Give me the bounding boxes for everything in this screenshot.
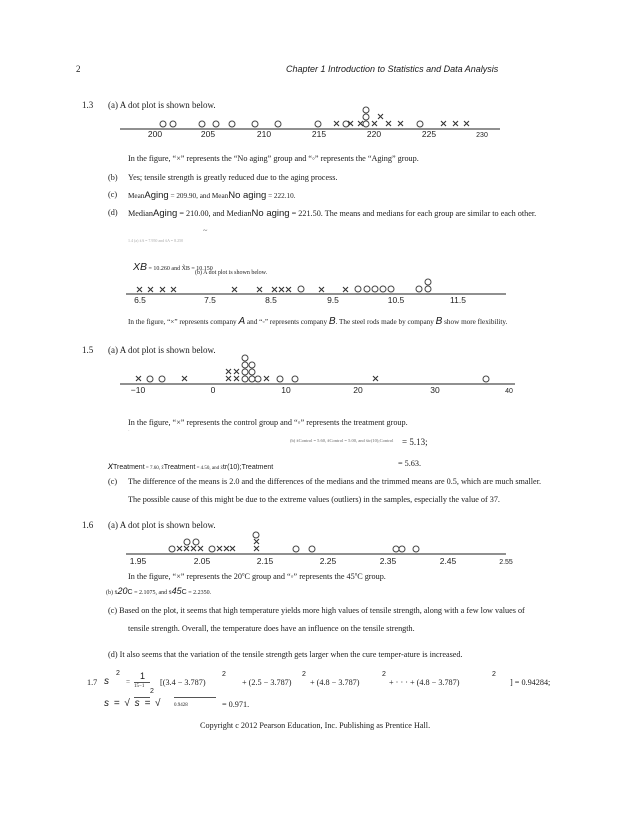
part-d-text: MedianAging = 210.00, and MedianNo aging = 221.50. The means and medians for each group are similar to each other.: [128, 208, 537, 219]
x-marker: [184, 546, 189, 551]
part-a-heading: (a) A dot plot is shown below.: [108, 520, 216, 530]
x-marker: [137, 287, 142, 292]
dot-marker: [249, 369, 255, 375]
fraction-denominator: 15−1: [134, 684, 145, 689]
dot-marker: [399, 546, 405, 552]
x-marker: [148, 287, 153, 292]
problem-number: 1.6: [82, 520, 94, 530]
part-b-text: Yes; tensile strength is greatly reduced due to the aging process.: [128, 173, 338, 182]
x-marker: [254, 546, 259, 551]
x-marker: [279, 287, 284, 292]
faint-line: -: [128, 428, 130, 433]
dot-marker: [249, 376, 255, 382]
figure-caption: In the figure, “×” represents the 20$^o$C group and “◦” represents the 45$^o$C group.: [128, 572, 386, 581]
x-marker: [171, 287, 176, 292]
axis-tick-label: 2.35: [379, 556, 397, 566]
figure-caption: In the figure, “×” represents company A and “◦” represents company B. The steel rods made by company B show more flexibility.: [128, 316, 508, 327]
figure-caption: In the figure, “×” represents the control group and “◦” represents the treatment group.: [128, 418, 408, 427]
x-marker: [217, 546, 222, 551]
dot-marker: [147, 376, 153, 382]
dot-marker: [363, 107, 369, 113]
axis-tick-label: 7.5: [204, 295, 216, 305]
dot-marker: [292, 376, 298, 382]
part-c-line1: The difference of the means is 2.0 and the differences of the medians and the trimmed means are 0.5, which are much smaller.: [128, 477, 542, 486]
plot-markers: [137, 279, 431, 292]
axis-tick-label: 11.5: [450, 295, 466, 305]
variance-result: ] = 0.94284;: [510, 678, 551, 687]
dot-marker: [277, 376, 283, 382]
axis-tick-label: 2.25: [319, 556, 337, 566]
axis-tick-label: 210: [256, 129, 272, 139]
std-dev-result: = 0.971.: [222, 700, 250, 709]
x-marker: [453, 121, 458, 126]
x-marker: [272, 287, 277, 292]
axis-tick-label: 225: [421, 129, 437, 139]
part-a-heading: (a) A dot plot is shown below.: [108, 345, 216, 355]
sum-term: + · · · + (4.8 − 3.787): [389, 678, 460, 687]
dot-marker: [425, 279, 431, 285]
x-marker: [230, 546, 235, 551]
x-marker: [198, 546, 203, 551]
x-marker: [257, 287, 262, 292]
axis-tick-label: 40: [505, 388, 513, 395]
part-b-heading: (b) A dot plot is shown below.: [195, 270, 268, 276]
part-label: (d): [108, 208, 118, 217]
treatment-trimmed-mean: = 5.63.: [398, 459, 422, 468]
part-label: (c): [108, 477, 118, 486]
part-label: (c): [108, 190, 118, 199]
x-marker: [232, 287, 237, 292]
dot-marker: [298, 286, 304, 292]
x-marker: [177, 546, 182, 551]
superscript: 2: [302, 671, 306, 678]
dot-plot-1-3: [120, 104, 500, 138]
x-marker: [319, 287, 324, 292]
part-c-text: MeanAging = 209.90, and MeanNo aging = 222.10.: [128, 190, 296, 201]
axis-tick-label: 8.5: [265, 295, 277, 305]
x-marker: [264, 376, 269, 381]
dot-marker: [413, 546, 419, 552]
dot-marker: [364, 286, 370, 292]
x-marker: [441, 121, 446, 126]
dot-marker: [388, 286, 394, 292]
treatment-stats: xTreatment = 7.60, x̃Treatment = 4.50, and x̄tr(10);Treatment: [108, 461, 274, 472]
axis-tick-label: 1.95: [129, 556, 147, 566]
radicand: 0.9428: [174, 703, 188, 708]
x-marker: [286, 287, 291, 292]
dot-marker: [363, 114, 369, 120]
dot-marker: [483, 376, 489, 382]
dot-marker: [255, 376, 261, 382]
dot-plot-1-6: [126, 531, 513, 567]
fraction-bar: [134, 682, 150, 683]
x-marker: [372, 121, 377, 126]
plot-markers: [160, 107, 469, 127]
plot-markers: [169, 532, 419, 552]
dot-marker: [193, 539, 199, 545]
axis-tick-label: 20: [353, 385, 363, 395]
x-marker: [136, 376, 141, 381]
dot-marker: [363, 121, 369, 127]
dot-marker: [425, 286, 431, 292]
x-marker: [226, 376, 231, 381]
dot-marker: [169, 546, 175, 552]
faint-line: 1.4 (a) x̄A = 7.950 and x̃A = 8.250: [128, 238, 184, 243]
dot-marker: [275, 121, 281, 127]
axis-tick-label: 0: [210, 385, 216, 395]
superscript: 2: [150, 688, 154, 695]
axis-tick-label: 215: [311, 129, 327, 139]
x-marker: [182, 376, 187, 381]
page-number: 2: [76, 64, 81, 74]
sum-term: + (2.5 − 3.787): [242, 678, 292, 687]
axis-tick-label: 230: [476, 132, 488, 139]
x-marker: [398, 121, 403, 126]
dot-marker: [213, 121, 219, 127]
axis-tick-label: 9.5: [327, 295, 339, 305]
std-dev-formula: s = √ s = √: [104, 698, 162, 709]
x-marker: [234, 369, 239, 374]
dot-marker: [249, 362, 255, 368]
part-b-stats: (b) x̄20C = 2.1075, and x̄45C = 2.2350.: [106, 586, 212, 596]
superscript: 2: [492, 671, 496, 678]
superscript: 2: [222, 671, 226, 678]
axis-tick-label: 30: [430, 385, 440, 395]
dot-marker: [159, 376, 165, 382]
x-marker: [234, 376, 239, 381]
dot-marker: [372, 286, 378, 292]
axis-tick-label: 2.55: [499, 559, 513, 566]
dot-marker: [170, 121, 176, 127]
axis-tick-label: 220: [366, 129, 382, 139]
dot-marker: [393, 546, 399, 552]
axis-tick-label: 10: [281, 385, 291, 395]
axis-tick-label: 205: [200, 129, 216, 139]
dot-marker: [315, 121, 321, 127]
dot-marker: [199, 121, 205, 127]
part-c-line2: The possible cause of this might be due to the extreme values (outliers) in the samples, especially the value of 37.: [128, 495, 500, 504]
fraction-numerator: 1: [140, 671, 146, 681]
dot-plot-1-5: [120, 356, 515, 394]
x-marker: [378, 114, 383, 119]
radical-bar: [174, 697, 216, 698]
dot-marker: [229, 121, 235, 127]
footer-copyright: Copyright c 2012 Pearson Education, Inc. Publishing as Prentice Hall.: [200, 721, 431, 730]
axis-tick-label: 2.15: [256, 556, 274, 566]
dot-marker: [252, 121, 258, 127]
superscript: 2: [382, 671, 386, 678]
sum-term: [(3.4 − 3.787): [160, 678, 206, 687]
dot-marker: [160, 121, 166, 127]
control-trimmed-mean: = 5.13;: [402, 437, 428, 447]
problem-number: 1.5: [82, 345, 94, 355]
dot-marker: [242, 355, 248, 361]
sum-term: + (4.8 − 3.787): [310, 678, 360, 687]
axis-tick-label: 200: [147, 129, 163, 139]
x-marker: [334, 121, 339, 126]
part-c-line1: (c) Based on the plot, it seems that high temperature yields more high values of tensile strength, along with a few low values of: [108, 606, 525, 615]
tilde-mark: ~: [203, 226, 208, 235]
dot-marker: [355, 286, 361, 292]
part-c-line2: tensile strength. Overall, the temperature does have an influence on the tensile strength.: [128, 624, 415, 633]
problem-number: 1.7: [87, 678, 98, 687]
dot-marker: [293, 546, 299, 552]
dot-plot-1-4: [126, 274, 506, 304]
dot-marker: [184, 539, 190, 545]
x-marker: [254, 539, 259, 544]
variance-symbol: s: [104, 676, 109, 687]
x-marker: [464, 121, 469, 126]
figure-caption: In the figure, “×” represents the “No aging” group and “◦” represents the “Aging” group.: [128, 154, 419, 163]
dot-marker: [242, 362, 248, 368]
plot-markers: [136, 355, 489, 382]
dot-marker: [242, 376, 248, 382]
part-a-heading: (a) A dot plot is shown below.: [108, 100, 216, 110]
dot-marker: [253, 532, 259, 538]
x-marker: [224, 546, 229, 551]
dot-marker: [416, 286, 422, 292]
x-marker: [226, 369, 231, 374]
axis-tick-label: 10.5: [387, 295, 405, 305]
superscript: 2: [116, 670, 120, 677]
chapter-title: Chapter 1 Introduction to Statistics and Data Analysis: [286, 64, 499, 74]
axis-tick-label: −10: [130, 385, 146, 395]
equals-sign: =: [126, 678, 131, 686]
dot-marker: [309, 546, 315, 552]
dot-marker: [242, 369, 248, 375]
x-marker: [386, 121, 391, 126]
x-marker: [373, 376, 378, 381]
axis-tick-label: 6.5: [134, 295, 146, 305]
part-label: (b): [108, 173, 118, 182]
x-marker: [343, 287, 348, 292]
xb-stat: XB = 10.260 and X̃B = 10.150: [133, 261, 213, 273]
dot-marker: [380, 286, 386, 292]
problem-number: 1.3: [82, 100, 94, 110]
dot-marker: [417, 121, 423, 127]
x-marker: [160, 287, 165, 292]
part-d-text: (d) It also seems that the variation of the tensile strength gets larger when the cure temper-ature is increased.: [108, 650, 463, 659]
axis-tick-label: 2.45: [439, 556, 457, 566]
x-marker: [358, 121, 363, 126]
axis-tick-label: 2.05: [193, 556, 211, 566]
faint-stat-line: (b) x̄Control = 5.60, x̃Control = 5.00, and x̄tr(10);Control: [290, 438, 394, 443]
radical-bar: [134, 697, 150, 698]
x-marker: [191, 546, 196, 551]
dot-marker: [209, 546, 215, 552]
